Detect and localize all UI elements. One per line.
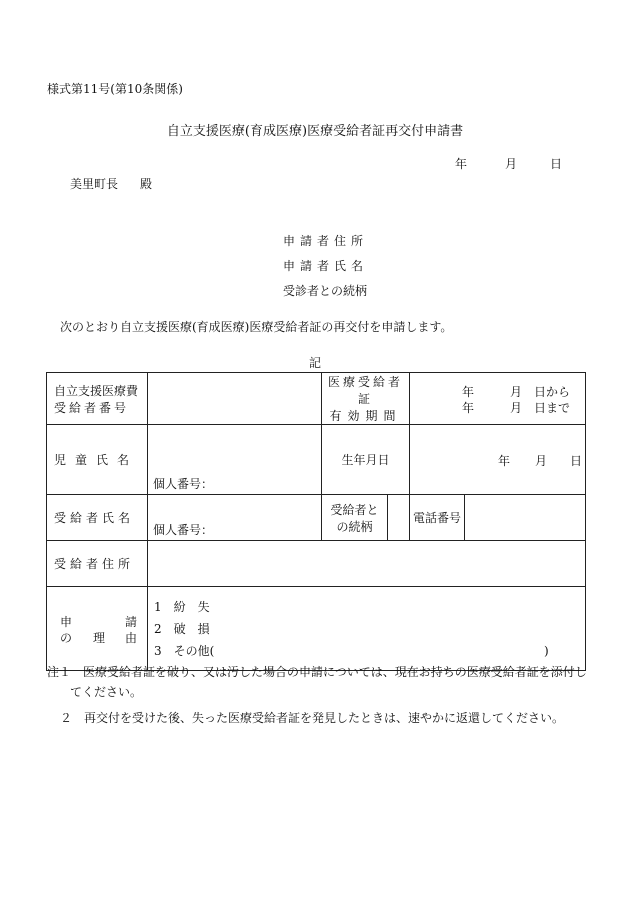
relation-field[interactable] bbox=[388, 495, 410, 541]
reason-option-damaged[interactable]: 2 破 損 bbox=[154, 621, 210, 636]
recipient-name-label: 受給者氏名 bbox=[47, 495, 148, 541]
table-row-recipient-no bbox=[47, 373, 586, 425]
table-row-recipient-name bbox=[47, 495, 586, 541]
table-row-recipient-address bbox=[47, 541, 586, 587]
birthdate-field[interactable]: 年 月 日 bbox=[410, 425, 586, 495]
recipient-no-field[interactable] bbox=[148, 373, 322, 425]
addressee-name: 美里町長 bbox=[70, 177, 119, 191]
ki-heading: 記 bbox=[308, 356, 321, 370]
addressee-honorific: 殿 bbox=[140, 177, 153, 191]
application-table bbox=[46, 372, 586, 671]
table-row-reason bbox=[47, 587, 586, 671]
recipient-name-field[interactable] bbox=[148, 495, 322, 541]
addressee bbox=[70, 175, 152, 192]
date-day-label: 日 bbox=[550, 157, 563, 171]
intro-text: 次のとおり自立支援医療(育成医療)医療受給者証の再交付を申請します。 bbox=[60, 320, 453, 334]
birthdate-label: 生年月日 bbox=[322, 425, 410, 495]
date-year-label: 年 bbox=[455, 157, 468, 171]
form-number: 様式第11号(第10条関係) bbox=[47, 82, 183, 96]
reason-options[interactable] bbox=[148, 587, 586, 671]
document-title: 自立支援医療(育成医療)医療受給者証再交付申請書 bbox=[166, 124, 464, 139]
reason-option-other[interactable]: 3 その他( ) bbox=[154, 640, 585, 662]
validity-period-field[interactable]: 年 月 日から 年 月 日まで bbox=[410, 373, 586, 425]
recipient-no-label: 自立支援医療費 受給者番号 bbox=[47, 373, 148, 425]
child-name-field[interactable] bbox=[148, 425, 322, 495]
note-2: ２ 再交付を受けた後、失った医療受給者証を発見したときは、速やかに返還してください。 bbox=[60, 711, 565, 725]
phone-field[interactable] bbox=[465, 495, 586, 541]
note-1-line-1: 注１ 医療受給者証を破り、又は汚した場合の申請については、現在お持ちの医療受給者証を添付し bbox=[47, 665, 587, 679]
applicant-address-label: 申請者住所 bbox=[283, 234, 369, 248]
date-month-label: 月 bbox=[505, 157, 518, 171]
phone-label: 電話番号 bbox=[410, 495, 465, 541]
reason-option-lost[interactable]: 1 紛 失 bbox=[154, 599, 210, 614]
child-personal-no-label: 個人番号： bbox=[153, 477, 214, 491]
applicant-name-label: 申請者氏名 bbox=[283, 259, 369, 273]
reason-other-close-paren: ) bbox=[544, 643, 549, 658]
recipient-address-field[interactable] bbox=[148, 541, 586, 587]
recipient-address-label: 受給者住所 bbox=[47, 541, 148, 587]
table-row-child-name bbox=[47, 425, 586, 495]
relation-label: 受給者と の続柄 bbox=[322, 495, 388, 541]
child-name-label: 児童氏名 bbox=[47, 425, 148, 495]
recipient-personal-no-label: 個人番号： bbox=[153, 523, 214, 537]
applicant-relation-label: 受診者との続柄 bbox=[283, 284, 368, 298]
reason-label: 申 請 の 理 由 bbox=[47, 587, 148, 671]
note-1-line-2: てください。 bbox=[70, 685, 143, 699]
validity-label: 医療受給者証 有効期間 bbox=[322, 373, 410, 425]
